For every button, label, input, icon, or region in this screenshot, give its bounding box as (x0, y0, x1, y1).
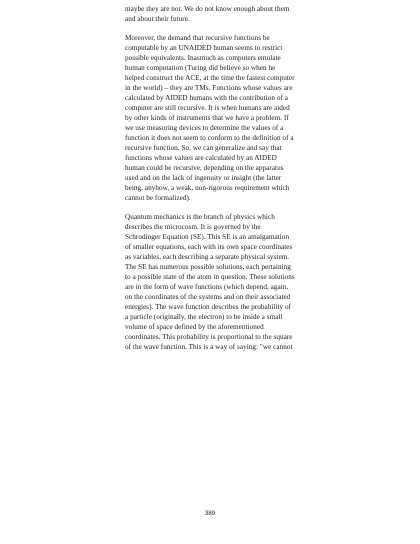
text-line: coordinates. This probability is proportional to the square (125, 333, 293, 341)
text-line: possible equivalents. Inasmuch as computers emulate (125, 54, 281, 62)
text-line: human computation (Turing did believe so when he (125, 64, 276, 72)
text-line: being, anyhow, a weak, non-rigorous requirement which (125, 184, 290, 192)
text-line: maybe they are not. We do not know enough about them (125, 5, 290, 13)
text-line: energies). The wave function describes the probability of (125, 303, 292, 311)
text-line: computable by an UNAIDED human seems to restrict (125, 44, 283, 52)
text-line: as variables, each describing a separate physical system. (125, 253, 290, 261)
text-line: Quantum mechanics is the branch of physics which (125, 213, 275, 221)
text-line: volume of space defined by the aforementioned (125, 323, 264, 331)
text-line: human could be recursive, depending on the apparatus (125, 164, 284, 172)
paragraph-3 (125, 212, 311, 352)
paragraph-1 (125, 4, 311, 24)
text-line: in the world) – they are TMs. Functions whose values are (125, 84, 293, 92)
text-line: we use measuring devices to determine the values of a (125, 124, 284, 132)
text-line: used and on the lack of ingenuity or insight (the latter (125, 174, 282, 182)
text-line: of the wave function. This is a way of saying: "we cannot (125, 343, 293, 351)
page-number: 389 (204, 511, 215, 517)
text-line: by other kinds of instruments that we have a problem. If (125, 114, 289, 122)
text-line: recursive function. So, we can generalize and say that (125, 144, 282, 152)
text-line: of smaller equations, each with its own space coordinates (125, 243, 293, 251)
text-line: are in the form of wave functions (which depend, again, (125, 283, 289, 291)
text-line: calculated by AIDED humans with the contribution of a (125, 94, 288, 102)
paragraph-2 (125, 33, 311, 203)
text-line: computer are still recursive. It is when humans are aided (125, 104, 290, 112)
body-text (125, 4, 311, 361)
text-line: Schrodinger Equation (SE). This SE is an amalgamation (125, 233, 290, 241)
text-line: function it does not seem to conform to the definition of a (125, 134, 294, 142)
text-line: cannot be formalized). (125, 194, 191, 202)
text-line: describes the microcosm. It is governed by the (125, 223, 261, 231)
text-line: helped construct the ACE, at the time the fastest computer (125, 74, 295, 82)
text-line: a particle (originally, the electron) to be inside a small (125, 313, 283, 321)
text-line: on the coordinates of the systems and on their associated (125, 293, 291, 301)
text-line: Moreover, the demand that recursive functions be (125, 34, 270, 42)
text-line: and about their future. (125, 15, 190, 23)
text-line: The SE has numerous possible solutions, each pertaining (125, 263, 291, 271)
text-line: to a possible state of the atom in question. These solutions (125, 273, 295, 281)
text-line: functions whose values are calculated by an AIDED (125, 154, 277, 162)
